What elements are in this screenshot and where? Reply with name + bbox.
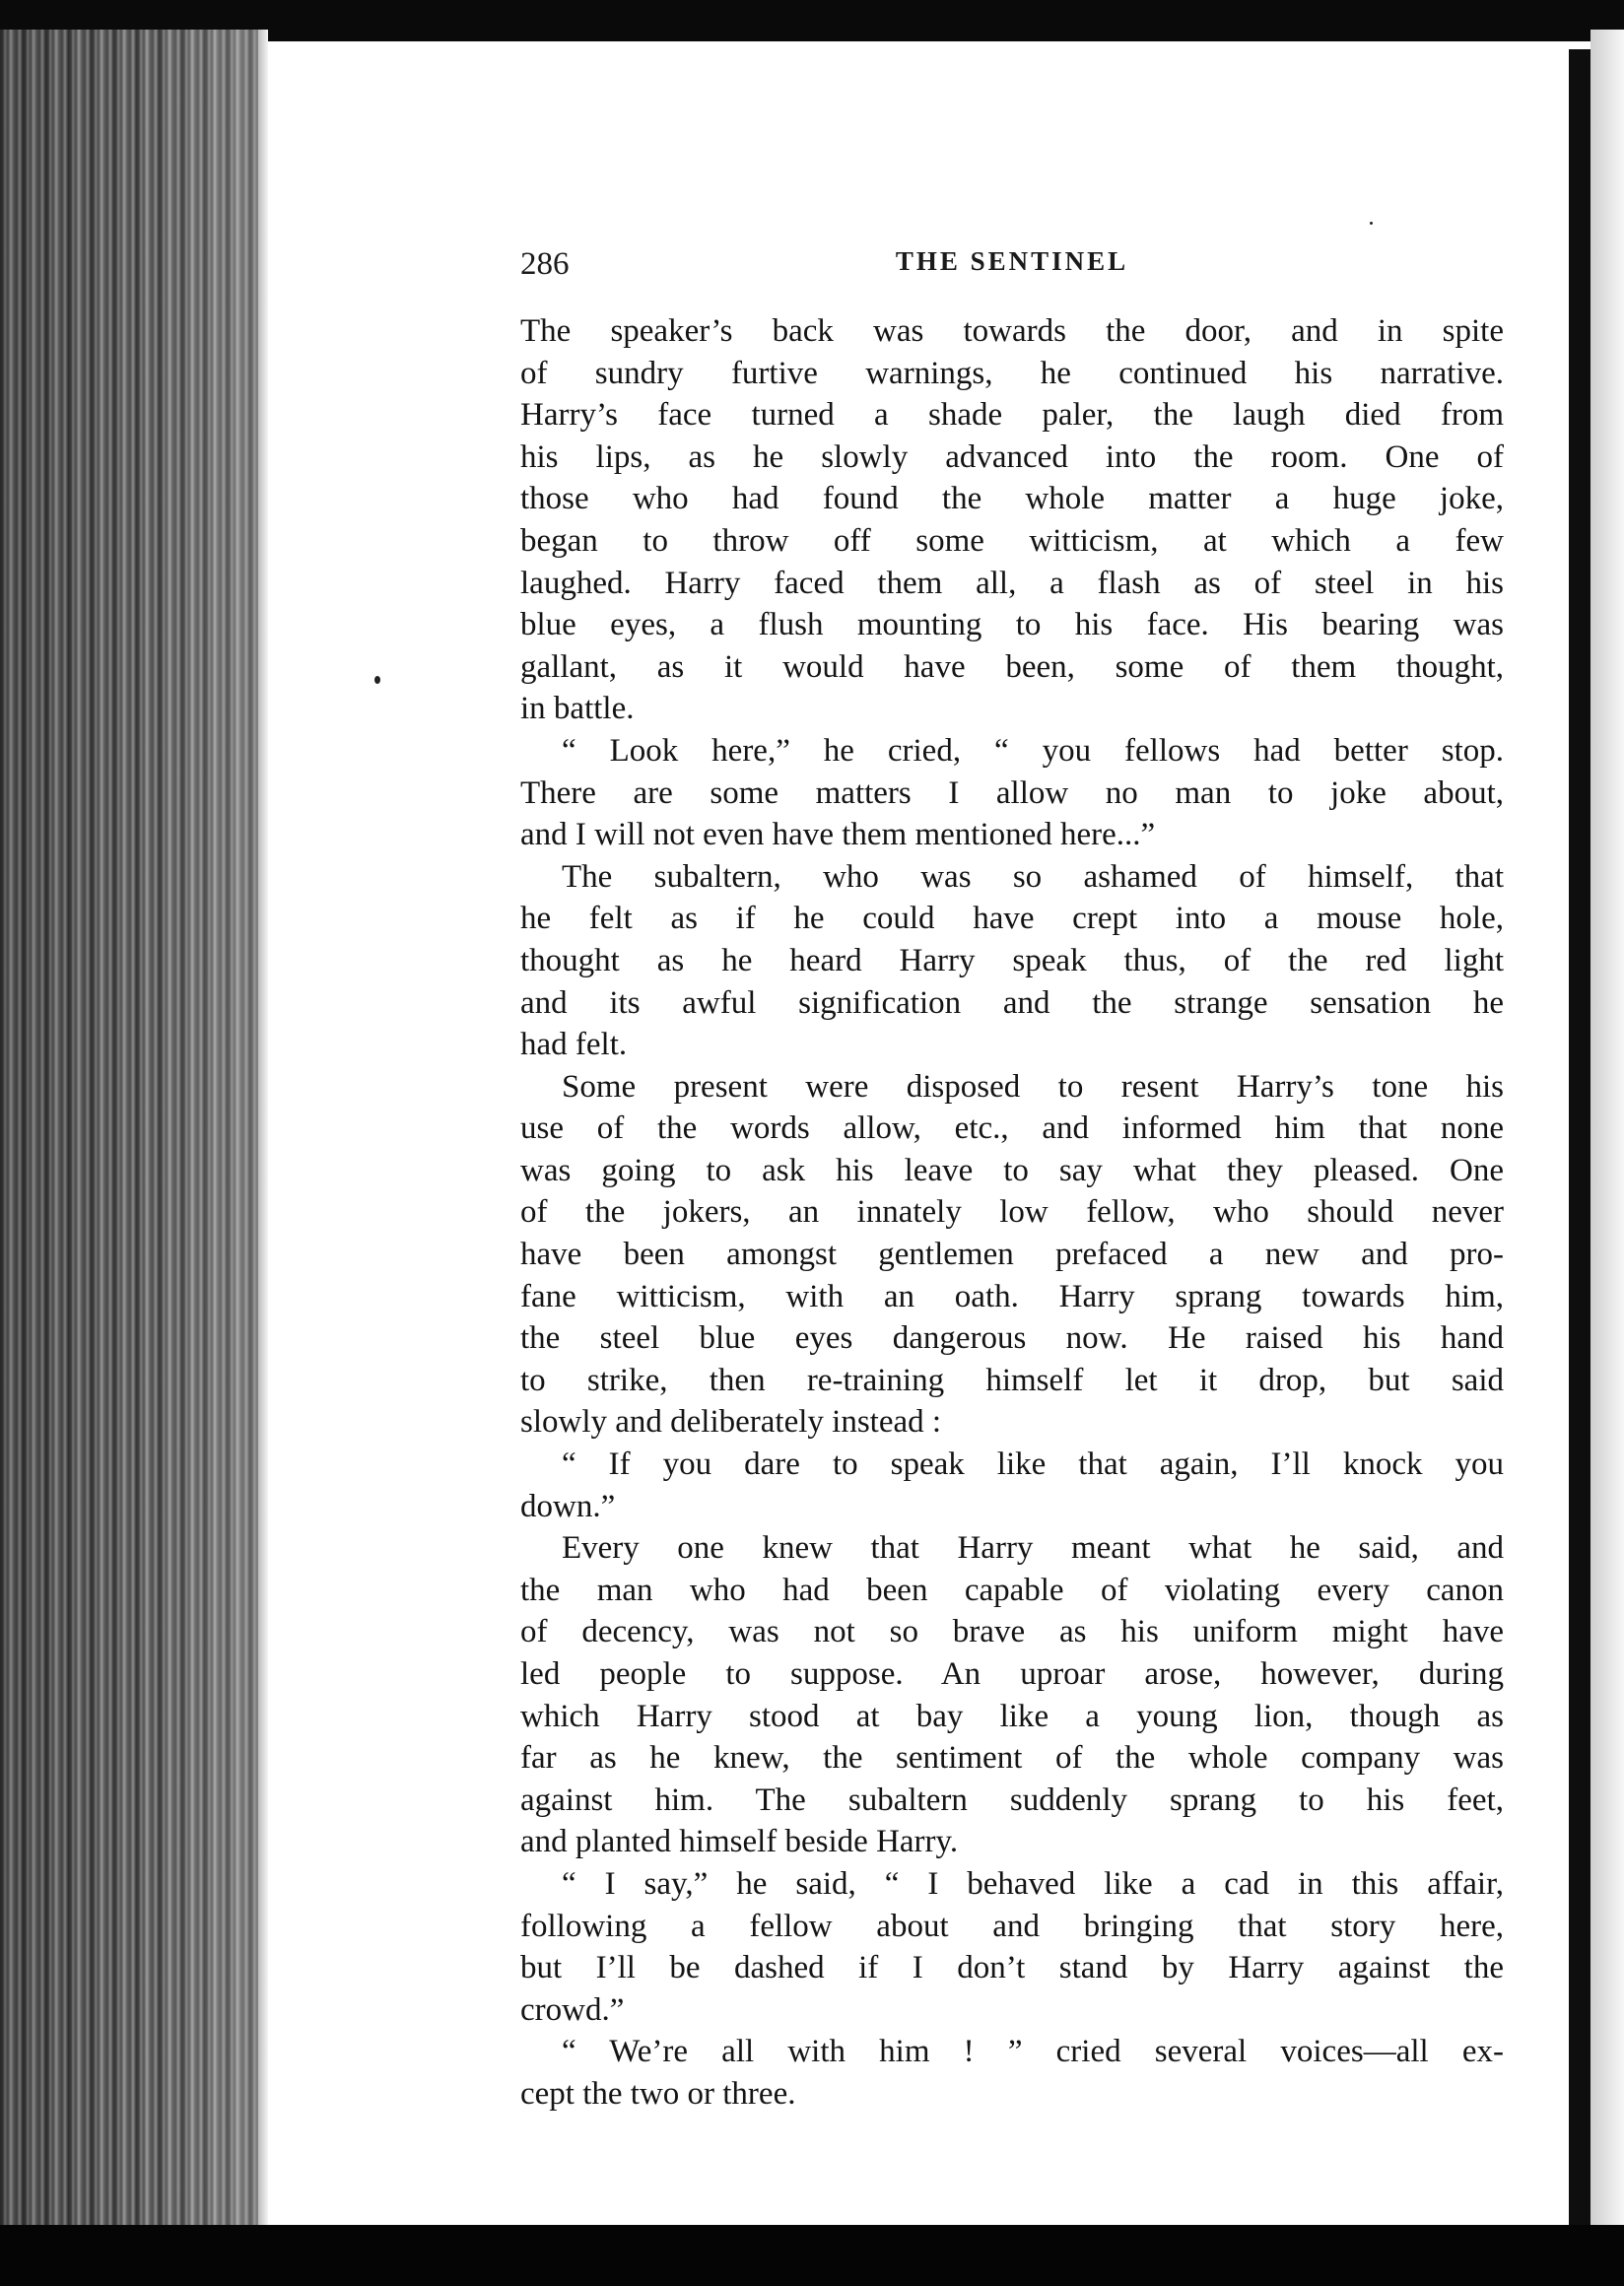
scan-bottom-border xyxy=(0,2225,1624,2286)
text-line: but I’ll be dashed if I don’t stand by Harry against the xyxy=(520,1950,1504,1986)
page-number: 286 xyxy=(520,246,570,282)
text-line: have been amongst gentlemen prefaced a new and pro- xyxy=(520,1237,1504,1273)
text-line: began to throw off some witticism, at which a few xyxy=(520,522,1504,559)
text-line: “ I say,” he said, “ I behaved like a cad in this affair, xyxy=(562,1865,1504,1902)
text-line: against him. The subaltern suddenly sprang to his feet, xyxy=(520,1782,1504,1818)
text-line: of decency, was not so brave as his uniform might have xyxy=(520,1614,1504,1650)
text-line: the steel blue eyes dangerous now. He raised his hand xyxy=(520,1320,1504,1357)
text-line: gallant, as it would have been, some of them thought, xyxy=(520,648,1504,685)
text-line: The subaltern, who was so ashamed of himself, that xyxy=(562,858,1504,895)
text-line: down.” xyxy=(520,1488,616,1524)
text-line: “ We’re all with him ! ” cried several voices—all ex- xyxy=(562,2034,1504,2070)
text-line: crowd.” xyxy=(520,1991,625,2028)
text-line: and I will not even have them mentioned here...” xyxy=(520,817,1156,853)
text-line: his lips, as he slowly advanced into the room. One of xyxy=(520,438,1504,475)
text-line: slowly and deliberately instead : xyxy=(520,1404,942,1441)
text-line: Harry’s face turned a shade paler, the laugh died from xyxy=(520,397,1504,434)
text-line: was going to ask his leave to say what they pleased. One xyxy=(520,1152,1504,1188)
text-line: The speaker’s back was towards the door, and in spite xyxy=(520,313,1504,349)
text-line: blue eyes, a flush mounting to his face. His bearing was xyxy=(520,607,1504,643)
text-line: use of the words allow, etc., and informed him that none xyxy=(520,1110,1504,1147)
text-line: which Harry stood at bay like a young lion, though as xyxy=(520,1698,1504,1734)
text-line: “ Look here,” he cried, “ you fellows had better stop. xyxy=(562,732,1504,769)
text-line: to strike, then re-training himself let it drop, but said xyxy=(520,1362,1504,1398)
body-text xyxy=(520,310,1504,2116)
spine-shadow xyxy=(258,30,268,2227)
text-line: and planted himself beside Harry. xyxy=(520,1824,959,1860)
text-line: in battle. xyxy=(520,691,635,727)
text-line: thought as he heard Harry speak thus, of the red light xyxy=(520,942,1504,978)
text-line: the man who had been capable of violating every canon xyxy=(520,1572,1504,1608)
text-line: of the jokers, an innately low fellow, who should never xyxy=(520,1194,1504,1231)
text-line: “ If you dare to speak like that again, I’ll knock you xyxy=(562,1446,1504,1483)
book-page-edges xyxy=(0,30,258,2227)
text-line: laughed. Harry faced them all, a flash as of steel in his xyxy=(520,565,1504,601)
running-head xyxy=(520,246,1504,286)
text-line: fane witticism, with an oath. Harry sprang towards him, xyxy=(520,1278,1504,1314)
text-line: following a fellow about and bringing that story here, xyxy=(520,1908,1504,1944)
facing-page-edge xyxy=(1569,49,1590,2232)
text-line: led people to suppose. An uproar arose, however, during xyxy=(520,1656,1504,1692)
text-line: of sundry furtive warnings, he continued his narrative. xyxy=(520,355,1504,391)
text-line: those who had found the whole matter a huge joke, xyxy=(520,481,1504,517)
text-line: he felt as if he could have crept into a mouse hole, xyxy=(520,901,1504,937)
text-line: There are some matters I allow no man to joke about, xyxy=(520,774,1504,811)
text-line: far as he knew, the sentiment of the whole company was xyxy=(520,1740,1504,1777)
text-line: Some present were disposed to resent Harry’s tone his xyxy=(562,1068,1504,1105)
text-line: Every one knew that Harry meant what he said, and xyxy=(562,1530,1504,1567)
scan-right-margin xyxy=(1590,30,1624,2227)
ink-speck xyxy=(374,676,380,684)
text-line: and its awful signification and the strange sensation he xyxy=(520,984,1504,1021)
text-line: cept the two or three. xyxy=(520,2075,796,2112)
text-line: had felt. xyxy=(520,1027,628,1063)
running-title: THE SENTINEL xyxy=(895,246,1129,276)
ink-speck xyxy=(1370,222,1373,225)
